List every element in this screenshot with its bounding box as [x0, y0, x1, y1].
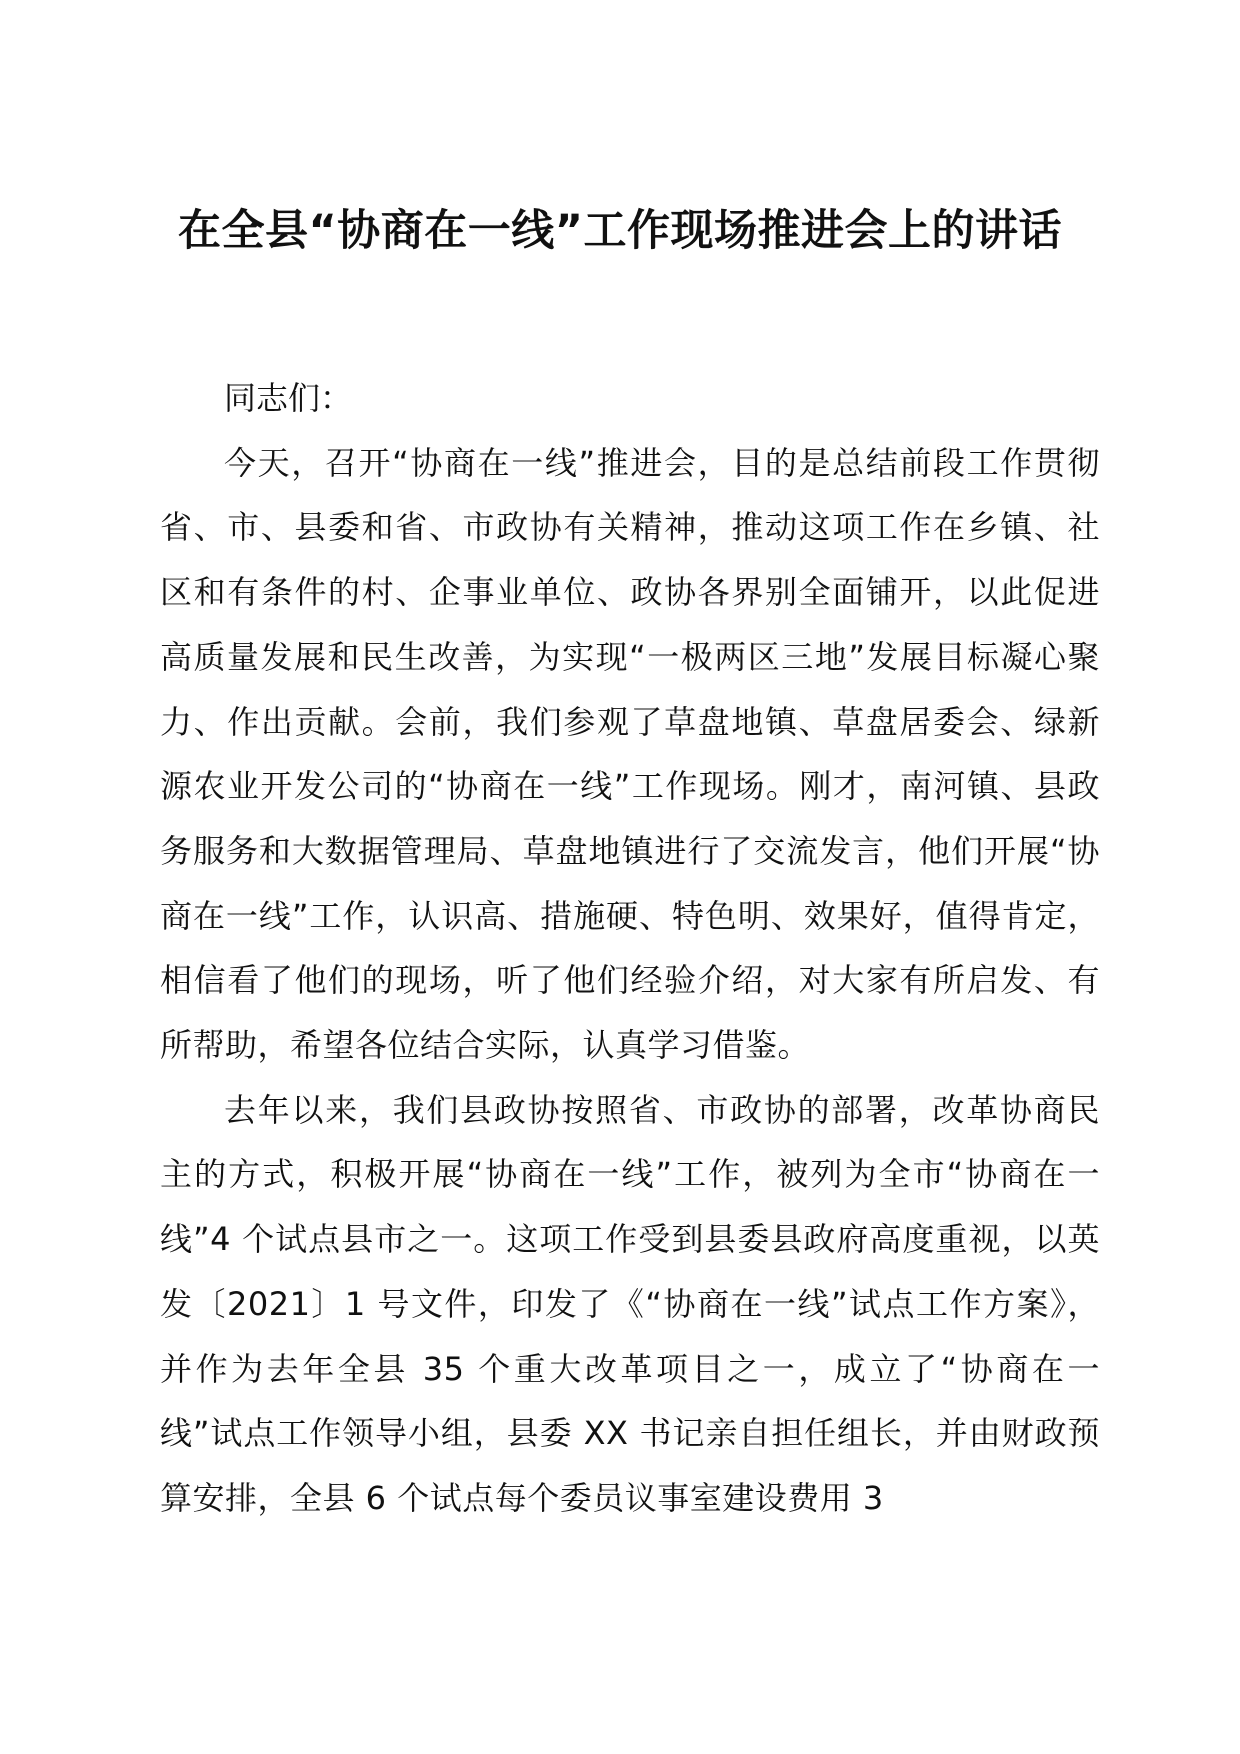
document-title: 在全县“协商在一线”工作现场推进会上的讲话 — [177, 206, 1063, 256]
document-body — [160, 366, 1100, 1531]
paragraph-2: 去年以来，我们县政协按照省、市政协的部署，改革协商民主的方式，积极开展“协商在一线”工作，被列为全市“协商在一线”4 个试点县市之一。这项工作受到县委县政府高度重视，以英发〔2021〕1 号文件，印发了《“协商在一线”试点工作方案》，并作为去年全县 35 个重大改革项目之一，成立了“协商在一线”试点工作领导小组，县委 XX 书记亲自担任组长，并由财政预算安排，全县 6 个试点每个委员议事室建设费用 3 — [160, 1090, 1100, 1517]
paragraph-1: 今天，召开“协商在一线”推进会，目的是总结前段工作贯彻省、市、县委和省、市政协有关精神，推动这项工作在乡镇、社区和有条件的村、企事业单位、政协各界别全面铺开，以此促进高质量发展和民生改善，为实现“一极两区三地”发展目标凝心聚力、作出贡献。会前，我们参观了草盘地镇、草盘居委会、绿新源农业开发公司的“协商在一线”工作现场。刚才，南河镇、县政务服务和大数据管理局、草盘地镇进行了交流发言，他们开展“协商在一线”工作，认识高、措施硬、特色明、效果好，值得肯定，相信看了他们的现场，听了他们经验介绍，对大家有所启发、有所帮助，希望各位结合实际，认真学习借鉴。 — [160, 443, 1100, 1065]
salutation: 同志们： — [224, 379, 353, 417]
